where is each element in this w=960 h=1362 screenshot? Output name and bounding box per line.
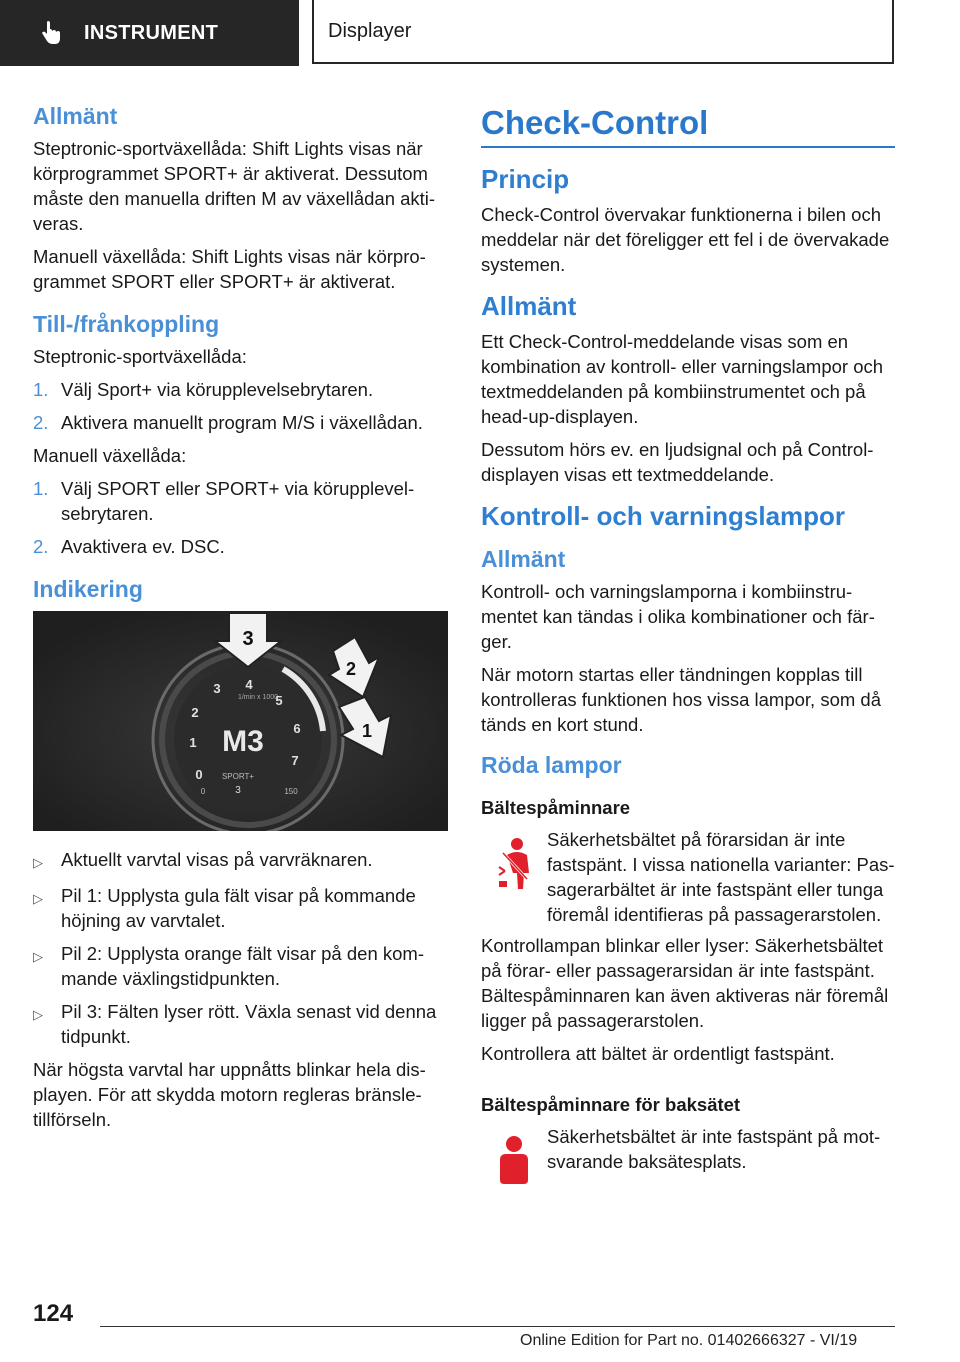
list-item: 1. Välj SPORT eller SPORT+ via körupplevelsebrytaren. [33, 478, 415, 524]
bullet-item: ▷ Pil 2: Upplysta orange fält visar på den kommande växlingstidpunkten. [33, 943, 424, 989]
rear-seatbelt-warning-block [481, 1124, 895, 1190]
triangle-bullet-icon: ▷ [33, 855, 43, 870]
callout-2: 2 [345, 659, 357, 679]
gear-small: 3 [235, 785, 241, 796]
paragraph: När motorn startas eller tändningen kopplas till kontrolleras funktionen hos vissa lampor, som då tänds en kort stund. [481, 664, 882, 735]
callout-3: 3 [242, 628, 254, 650]
left-column [33, 100, 448, 1140]
rpm-tick: 5 [275, 693, 283, 708]
speed-start: 0 [200, 787, 206, 796]
rpm-tick: 0 [195, 767, 203, 782]
rpm-scale-label: 1/min x 1000 [237, 694, 279, 701]
rpm-tick: 1 [189, 735, 197, 750]
chapter-title: Displayer [328, 19, 412, 42]
speed-end: 150 [284, 787, 298, 796]
list-item: 2. Aktivera manuellt program M/S i växellådan. [33, 412, 423, 433]
seatbelt-warning-block [481, 827, 895, 927]
heading-till-franskoppling: Till-/frånkoppling [33, 311, 220, 337]
seatbelt-warning-text: Säkerhetsbältet på förarsidan är inte fastspänt. I vissa nationella varianter: Passagerarbältet är inte fastspänt eller tunga föremål identifieras på passagerarstolen. [547, 829, 895, 925]
heading-kontroll-varningslampor: Kontroll- och varningslampor [481, 501, 846, 531]
footer-rule [100, 1326, 895, 1327]
chapter-tab [312, 0, 894, 64]
tachometer-figure [33, 611, 448, 831]
rpm-tick: 3 [213, 681, 221, 696]
rpm-tick: 4 [245, 677, 253, 692]
heading-allmant: Allmänt [481, 291, 577, 321]
heading-baltespaminnare-baksate: Bältespåminnare för baksätet [481, 1094, 741, 1115]
heading-indikering: Indikering [33, 576, 143, 602]
paragraph: Steptronic-sportväxellåda: Shift Lights visas när körprogrammet SPORT+ är aktiverat. Dessutom måste den manuella driften M av växellådan aktiveras. [33, 138, 436, 234]
gear-display: M3 [222, 725, 264, 758]
triangle-bullet-icon: ▷ [33, 891, 43, 906]
paragraph: Check-Control övervakar funktionerna i bilen och meddelar när det föreligger ett fel i de övervakade systemen. [481, 204, 890, 275]
section-title: INSTRUMENT [84, 21, 219, 44]
list-item: 1. Välj Sport+ via körupplevelsebrytaren. [33, 379, 374, 400]
paragraph: Steptronic-sportväxellåda: [33, 346, 247, 367]
edition-note: Online Edition for Part no. 01402666327 - VI/19 [520, 1332, 858, 1349]
rpm-tick: 7 [291, 753, 299, 768]
section-tab [0, 0, 299, 66]
page-header [0, 0, 960, 66]
rear-seatbelt-warning-icon [495, 1134, 533, 1190]
page-number: 124 [33, 1300, 74, 1327]
heading-roda-lampor: Röda lampor [481, 752, 622, 778]
rear-seatbelt-warning-text: Säkerhetsbältet är inte fastspänt på motsvarande baksätesplats. [547, 1126, 881, 1172]
paragraph: Manuell växellåda: Shift Lights visas när körprogrammet SPORT eller SPORT+ är aktiverat. [33, 246, 426, 292]
paragraph: Ett Check-Control-meddelande visas som en kombination av kontroll- eller varningslampor och textmeddelanden på kombiinstrumentet och på head-up-displayen. [481, 331, 884, 427]
paragraph: Manuell växellåda: [33, 445, 187, 466]
bullet-item: ▷ Pil 3: Fälten lyser rött. Växla senast vid denna tidpunkt. [33, 1001, 437, 1047]
callout-1: 1 [361, 721, 373, 741]
tachometer-illustration [33, 611, 448, 831]
rpm-tick: 2 [191, 705, 199, 720]
page-footer [0, 1296, 960, 1362]
heading-check-control: Check-Control [481, 104, 709, 141]
bullet-item: ▷ Pil 1: Upplysta gula fält visar på kommande höjning av varvtalet. [33, 885, 416, 931]
heading-rule [481, 146, 895, 148]
drive-mode-label: SPORT+ [221, 772, 255, 781]
rpm-tick: 6 [293, 721, 301, 736]
bullet-item: ▷ Aktuellt varvtal visas på varvräknaren. [33, 847, 448, 875]
paragraph: Kontrollera att bältet är ordentligt fastspänt. [481, 1043, 835, 1064]
heading-allmant: Allmänt [33, 103, 118, 129]
heading-allmant-sub: Allmänt [481, 546, 566, 572]
paragraph: Dessutom hörs ev. en ljudsignal och på Control-displayen visas ett textmeddelande. [481, 439, 874, 485]
paragraph: När högsta varvtal har uppnåtts blinkar hela displayen. För att skydda motorn regleras bränsletillförseln. [33, 1059, 426, 1130]
hand-pointer-icon [38, 20, 64, 46]
paragraph: Kontroll- och varningslamporna i kombiinstrumentet kan tändas i olika kombinationer och färger. [481, 581, 875, 652]
seatbelt-warning-icon [495, 837, 533, 893]
right-column [481, 100, 895, 1196]
list-item: 2. Avaktivera ev. DSC. [33, 536, 225, 557]
heading-baltespaminnare: Bältespåminnare [481, 797, 631, 818]
heading-princip: Princip [481, 164, 570, 194]
triangle-bullet-icon: ▷ [33, 949, 43, 964]
triangle-bullet-icon: ▷ [33, 1007, 43, 1022]
paragraph: Kontrollampan blinkar eller lyser: Säkerhetsbältet på förar- eller passagerarsidan är inte fastspänt. Bältespåminnaren kan även aktiveras när föremål ligger på passagerarstolen. [481, 935, 889, 1031]
